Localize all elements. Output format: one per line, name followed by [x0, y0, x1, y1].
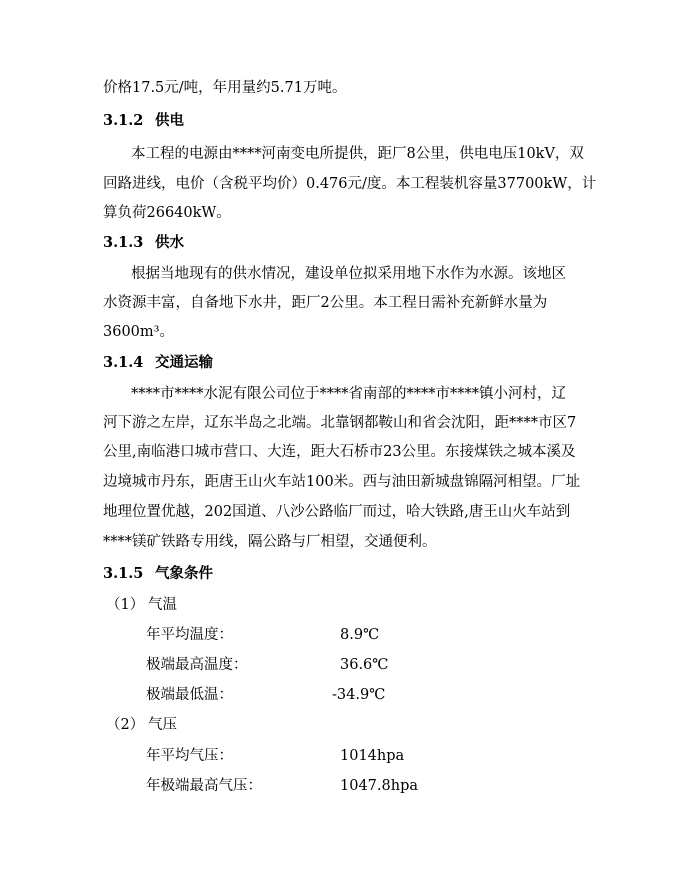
paragraph-line: 3600m³。: [103, 324, 174, 340]
kv-label: 年平均气压：: [146, 748, 233, 764]
climate-item-temperature: [106, 595, 177, 615]
section-number: 3.1.5: [103, 565, 144, 582]
kv-value: 1047.8hpa: [340, 778, 419, 794]
section-title: 供电: [155, 112, 184, 129]
paragraph-line: 根据当地现有的供水情况，建设单位拟采用地下水作为水源。该地区: [131, 266, 566, 282]
paragraph-line: 本工程的电源由****河南变电所提供，距厂8公里，供电电压10kV，双: [131, 146, 584, 162]
kv-label: 极端最高温度：: [146, 657, 248, 673]
section-heading-power: [103, 111, 184, 131]
paragraph-line: ****镁矿铁路专用线，隔公路与厂相望，交通便利。: [103, 534, 437, 550]
paragraph-line: 河下游之左岸，辽东半岛之北端。北靠钢都鞍山和省会沈阳，距****市区7: [103, 415, 577, 431]
paragraph-line: 水资源丰富，自备地下水井，距厂2公里。本工程日需补充新鲜水量为: [103, 295, 548, 311]
kv-label: 极端最低温：: [146, 687, 233, 703]
section-title: 交通运输: [155, 354, 213, 371]
paragraph-line: 边境城市丹东，距唐王山火车站100米。西与油田新城盘锦隔河相望。厂址: [103, 474, 581, 490]
paragraph-line: ****市****水泥有限公司位于****省南部的****市****镇小河村，辽: [131, 386, 566, 402]
section-heading-transport: [103, 353, 213, 373]
item-title: 气压: [148, 717, 177, 733]
section-number: 3.1.3: [103, 234, 144, 251]
paragraph-line: 回路进线，电价（含税平均价）0.476元/度。本工程装机容量37700kW，计: [103, 176, 597, 192]
item-marker: （2）: [106, 717, 145, 733]
paragraph-line: 算负荷26640kW。: [103, 205, 231, 221]
paragraph-line: 公里,南临港口城市营口、大连，距大石桥市23公里。东接煤铁之城本溪及: [103, 444, 576, 460]
section-number: 3.1.2: [103, 112, 144, 129]
kv-value: 1014hpa: [340, 748, 405, 764]
section-heading-water: [103, 233, 184, 253]
intro-line: 价格17.5元/吨，年用量约5.71万吨。: [103, 80, 347, 96]
kv-label: 年平均温度：: [146, 627, 233, 643]
kv-value: 36.6℃: [340, 657, 389, 673]
kv-value: 8.9℃: [340, 627, 380, 643]
item-marker: （1）: [106, 597, 145, 613]
paragraph-line: 地理位置优越，202国道、八沙公路临厂而过，哈大铁路,唐王山火车站到: [103, 504, 571, 520]
section-number: 3.1.4: [103, 354, 144, 371]
item-title: 气温: [148, 597, 177, 613]
section-heading-climate: [103, 564, 213, 584]
section-title: 供水: [155, 234, 184, 251]
section-title: 气象条件: [155, 565, 213, 582]
kv-label: 年极端最高气压：: [146, 778, 262, 794]
climate-item-pressure: [106, 715, 177, 735]
kv-value: -34.9℃: [332, 687, 386, 703]
